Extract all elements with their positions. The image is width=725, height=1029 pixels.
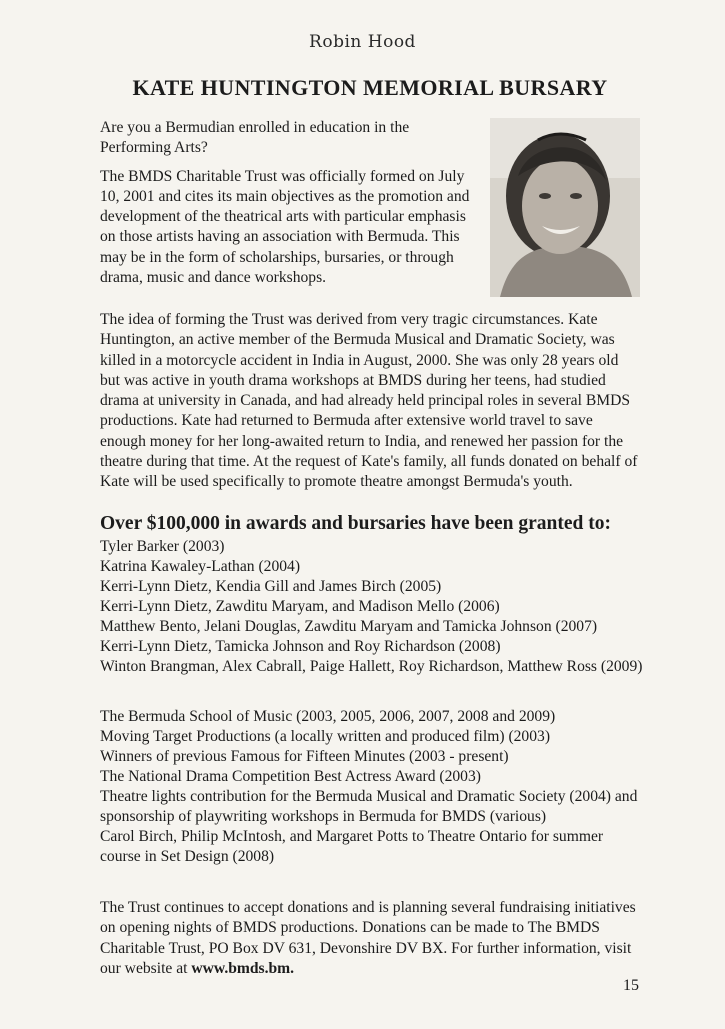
list-item: Moving Target Productions (a locally written and produced film) (2003) xyxy=(100,728,551,745)
closing-text: The Trust continues to accept donations and is planning several fundraising initiatives on opening nights of BMDS productions. Donations can be made to The BMDS Charitable Trust, PO Box DV 631, Devonshire DV BX. For further information, visit our website at xyxy=(100,899,636,977)
list-item: Theatre lights contribution for the Bermuda Musical and Dramatic Society (2004) and sponsorship of playwriting workshops in Bermuda for BMDS (various) xyxy=(100,788,638,825)
other-recipients-list xyxy=(100,707,645,867)
list-item: Winton Brangman, Alex Cabrall, Paige Hallett, Roy Richardson, Matthew Ross (2009) xyxy=(100,658,643,675)
intro-paragraph-2: The BMDS Charitable Trust was officially formed on July 10, 2001 and cites its main objectives as the promotion and development of the theatrical arts with particular emphasis on those artists having an association with Bermuda. This may be in the form of scholarships, bursaries, or through drama, music and dance workshops. xyxy=(100,167,470,287)
running-head: Robin Hood xyxy=(309,32,416,52)
list-item: Katrina Kawaley-Lathan (2004) xyxy=(100,558,301,575)
list-item: Winners of previous Famous for Fifteen Minutes (2003 - present) xyxy=(100,748,509,765)
page-title: KATE HUNTINGTON MEMORIAL BURSARY xyxy=(132,75,608,100)
list-item: The National Drama Competition Best Actress Award (2003) xyxy=(100,768,481,785)
closing-paragraph xyxy=(100,898,645,979)
list-item: The Bermuda School of Music (2003, 2005, 2006, 2007, 2008 and 2009) xyxy=(100,708,556,725)
intro-paragraph-1: Are you a Bermudian enrolled in education in the Performing Arts? xyxy=(100,119,410,157)
intro-section xyxy=(100,118,482,296)
individual-recipients-list xyxy=(100,537,645,677)
list-item: Tyler Barker (2003) xyxy=(100,538,225,555)
page-number: 15 xyxy=(623,977,639,994)
list-item: Carol Birch, Philip McIntosh, and Margaret Potts to Theatre Ontario for summer course in Set Design (2008) xyxy=(100,828,604,865)
list-item: Kerri-Lynn Dietz, Kendia Gill and James Birch (2005) xyxy=(100,578,442,595)
history-section xyxy=(100,310,640,493)
list-item: Kerri-Lynn Dietz, Tamicka Johnson and Roy Richardson (2008) xyxy=(100,638,501,655)
website-link[interactable]: www.bmds.bm. xyxy=(191,959,295,977)
portrait-image xyxy=(490,118,640,297)
list-item: Matthew Bento, Jelani Douglas, Zawditu Maryam and Tamicka Johnson (2007) xyxy=(100,618,598,635)
history-paragraph: The idea of forming the Trust was derived from very tragic circumstances. Kate Huntington, an active member of the Bermuda Musical and Dramatic Society, was killed in a motorcycle accident in India in August, 2000. She was only 28 years old but was active in youth drama workshops at BMDS during her teens, had studied drama at university in Canada, and had already held principal roles in several BMDS productions. Kate had returned to Bermuda after extensive world travel to save enough money for her long-awaited return to India, and renewed her passion for the theatre during that time. At the request of Kate's family, all funds donated on behalf of Kate will be used specifically to promote theatre amongst Bermuda's youth. xyxy=(100,311,638,491)
awards-heading: Over $100,000 in awards and bursaries have been granted to: xyxy=(100,513,611,534)
list-item: Kerri-Lynn Dietz, Zawditu Maryam, and Madison Mello (2006) xyxy=(100,598,500,615)
portrait-photo xyxy=(490,118,640,297)
